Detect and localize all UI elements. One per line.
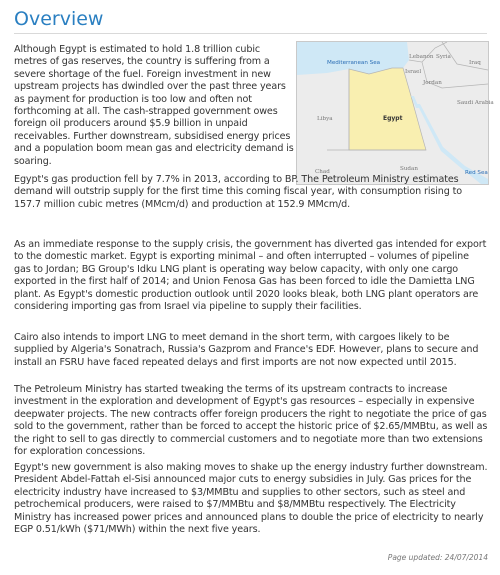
map-label-libya: Libya bbox=[317, 116, 333, 122]
paragraph-production: Egypt's gas production fell by 7.7% in 2013, according to BP. The Petroleum Ministry estimates demand will outstrip supply for the first time this coming fiscal year, with consumption rising to 157.7 million cubic metres (MMcm/d) and production at 152.9 MMcm/d. bbox=[14, 174, 463, 210]
map-label-lebanon: Lebanon bbox=[409, 54, 434, 60]
paragraph-supply-response: As an immediate response to the supply crisis, the government has diverted gas intended for export to the domestic market. Egypt is exporting minimal – and often interrupted – volumes of pipeline gas to Jordan; BG Group's Idku LNG plant is operating way below capacity, with only one cargo exported in the first half of 2014; and Union Fenosa Gas has been forced to idle the Damietta LNG plant. As Egypt's domestic production outlook until 2020 looks bleak, both LNG plant operators are considering importing gas from Israel via pipeline to supply their facilities. bbox=[14, 239, 487, 313]
map-label-saudi-arabia: Saudi Arabia bbox=[457, 100, 494, 106]
map-label-mediterranean: Mediterranean Sea bbox=[327, 60, 381, 66]
paragraph-upstream-contracts: The Petroleum Ministry has started tweaking the terms of its upstream contracts to increase investment in the exploration and development of Egypt's gas resources – especially in expensive deepwater projects. The new contracts offer foreign producers the right to negotiate the price of gas sold to the government, rather than be forced to accept the historic price of $2.65/MMBtu, as well as the right to sell to gas directly to commercial customers and to negotiate more than two extensions for exploration concessions. bbox=[14, 384, 488, 458]
title-divider bbox=[14, 33, 487, 34]
egypt-map bbox=[296, 41, 494, 185]
map-label-israel: Israel bbox=[405, 69, 422, 75]
paragraph-intro: Although Egypt is estimated to hold 1.8 trillion cubic metres of gas reserves, the country is suffering from a severe shortage of the fuel. Foreign investment in new upstream projects has dwindled over the past three years as payment for production is too low and often not forthcoming at all. The cash-strapped government owes foreign oil producers around $5.9 billion in unpaid receivables. Further downstream, subsidised energy prices and a population boom mean gas and electricity demand is soaring. bbox=[14, 44, 294, 167]
map-label-egypt: Egypt bbox=[383, 115, 403, 122]
map-label-chad: Chad bbox=[315, 169, 330, 175]
paragraph-lng-imports: Cairo also intends to import LNG to meet demand in the short term, with cargoes likely to be supplied by Algeria's Sonatrach, Russia's Gazprom and France's EDF. However, plans to secure and install an FSRU have faced repeated delays and first imports are not now expected until 2015. bbox=[14, 332, 479, 368]
map-label-red-sea: Red Sea bbox=[465, 170, 488, 176]
page-updated-note: Page updated: 24/07/2014 bbox=[387, 553, 488, 562]
map-label-sudan: Sudan bbox=[400, 166, 418, 172]
map-label-iraq: Iraq bbox=[469, 60, 481, 66]
map-label-jordan: Jordan bbox=[423, 80, 442, 86]
page-title: Overview bbox=[14, 8, 104, 30]
paragraph-downstream: Egypt's new government is also making moves to shake up the energy industry further downstream. President Abdel-Fattah el-Sisi announced major cuts to energy subsidies in July. Gas prices for the electricity industry have increased to $3/MMBtu and supplies to other sectors, such as steel and petrochemical producers, were raised to $7/MMBtu and $8/MMBtu respectively. The Electricity Ministry has increased power prices and announced plans to double the price of electricity to nearly EGP 0.51/kWh ($71/MWh) within the next five years. bbox=[14, 462, 488, 536]
map-label-syria: Syria bbox=[436, 54, 451, 60]
